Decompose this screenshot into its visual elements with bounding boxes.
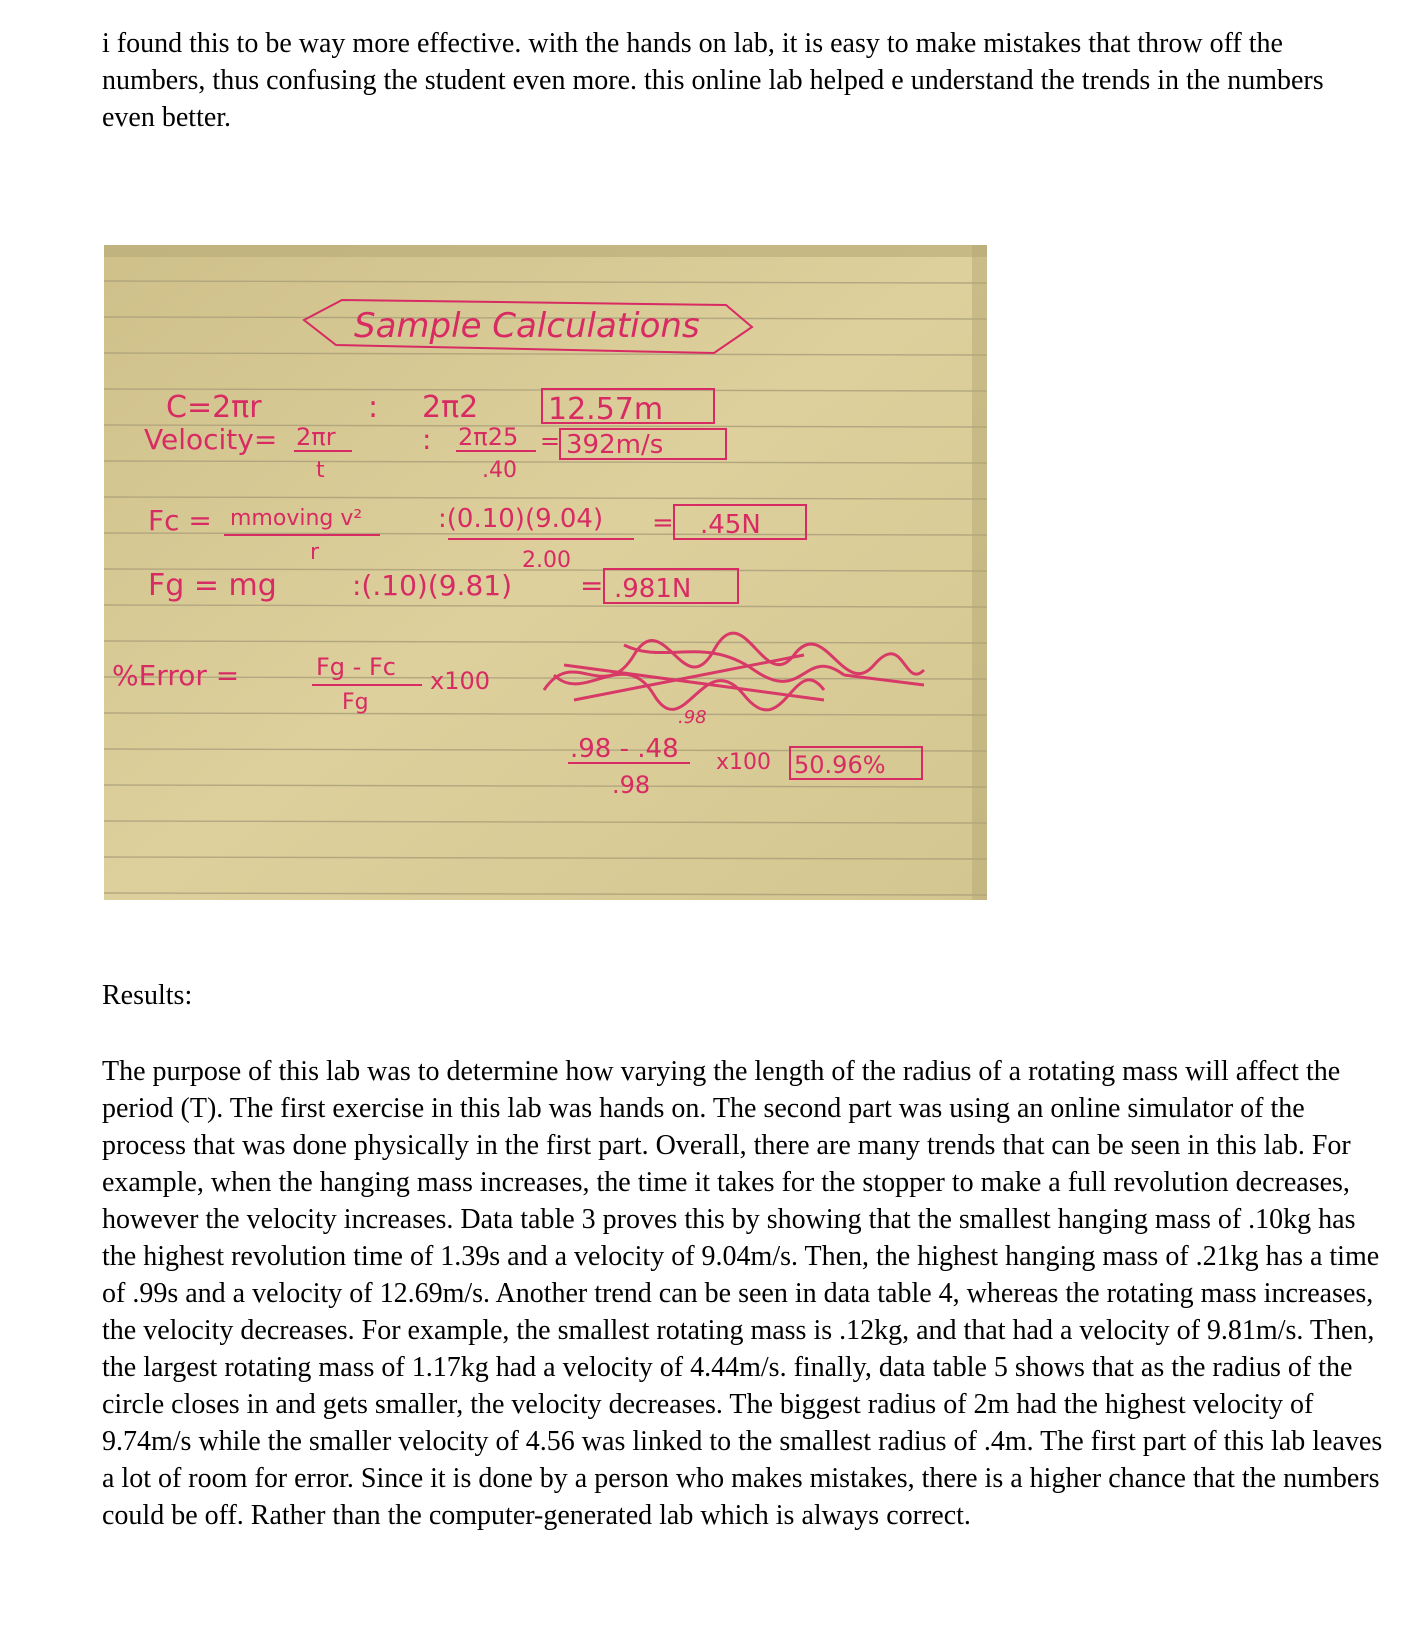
svg-text:2π25: 2π25 [458, 423, 519, 451]
centripetal-result: .45N [700, 510, 761, 540]
svg-text:Fg - Fc: Fg - Fc [316, 653, 396, 681]
intro-paragraph: i found this to be way more effective. with the hands on lab, it is easy to make mistakes that throw off the numbers, thus confusing the student even more. this online lab helped e understand the trends in the numbers even better. [102, 28, 1324, 133]
svg-text:x100: x100 [430, 667, 491, 695]
gravity-line [148, 568, 738, 604]
svg-text:C=2πr: C=2πr [166, 390, 262, 425]
svg-text:2π2: 2π2 [422, 390, 479, 425]
svg-text::(0.10)(9.04): :(0.10)(9.04) [438, 504, 604, 534]
svg-text:=: = [580, 569, 604, 602]
svg-text:t: t [316, 458, 325, 483]
svg-text:Velocity=: Velocity= [144, 423, 278, 456]
svg-text:=: = [540, 427, 561, 455]
svg-text:2.00: 2.00 [522, 548, 571, 573]
svg-text:.98: .98 [678, 707, 707, 728]
results-heading: Results: [102, 980, 193, 1011]
svg-text:Fg: Fg [342, 690, 369, 715]
svg-text:2πr: 2πr [296, 423, 336, 451]
title-banner [304, 300, 752, 353]
svg-text:r: r [310, 540, 320, 565]
gravity-result: .981N [614, 574, 692, 604]
svg-text:=: = [652, 508, 674, 538]
svg-text::(.10)(9.81): :(.10)(9.81) [352, 569, 513, 602]
svg-text:Fg = mg: Fg = mg [148, 568, 277, 603]
velocity-result: 392m/s [566, 430, 664, 460]
svg-text:.98 - .48: .98 - .48 [570, 734, 679, 764]
sample-calculations-photo [104, 245, 987, 900]
results-paragraph: The purpose of this lab was to determine how varying the length of the radius of a rotating mass will affect the period (T). The first exercise in this lab was hands on. The second part was using an online simulator of the process that was done physically in the first part. Overall, there are many trends that can be seen in this lab. For example, when the hanging mass increases, the time it takes for the stopper to make a full revolution decreases, however the velocity increases. Data table 3 proves this by showing that the smallest hanging mass of .10kg has the highest revolution time of 1.39s and a velocity of 9.04m/s. Then, the highest hanging mass of .21kg has a time of .99s and a velocity of 12.69m/s. Another trend can be seen in data table 4, whereas the rotating mass increases, the velocity decreases. For example, the smallest rotating mass is .12kg, and that had a velocity of 9.81m/s. Then, the largest rotating mass of 1.17kg had a velocity of 4.44m/s. finally, data table 5 shows that as the radius of the circle closes in and gets smaller, the velocity decreases. The biggest radius of 2m had the highest velocity of 9.74m/s while the smaller velocity of 4.56 was linked to the smallest radius of .4m. The first part of this lab leaves a lot of room for error. Since it is done by a person who makes mistakes, there is a higher chance that the numbers could be off. Rather than the computer-generated lab which is always correct. [102, 1056, 1383, 1531]
svg-text:mmoving v²: mmoving v² [230, 506, 363, 531]
svg-text:x100: x100 [716, 750, 772, 775]
svg-text:%Error =: %Error = [112, 659, 240, 692]
sample-calculations-title: Sample Calculations [354, 306, 700, 346]
circumference-line [166, 389, 714, 427]
circumference-result: 12.57m [548, 392, 664, 427]
svg-text:.98: .98 [612, 771, 651, 799]
svg-text:.40: .40 [482, 458, 517, 483]
percent-error-result: 50.96% [794, 751, 886, 779]
svg-text::: : [422, 423, 432, 456]
svg-text::: : [368, 390, 379, 425]
svg-text:Fc =: Fc = [148, 504, 212, 537]
